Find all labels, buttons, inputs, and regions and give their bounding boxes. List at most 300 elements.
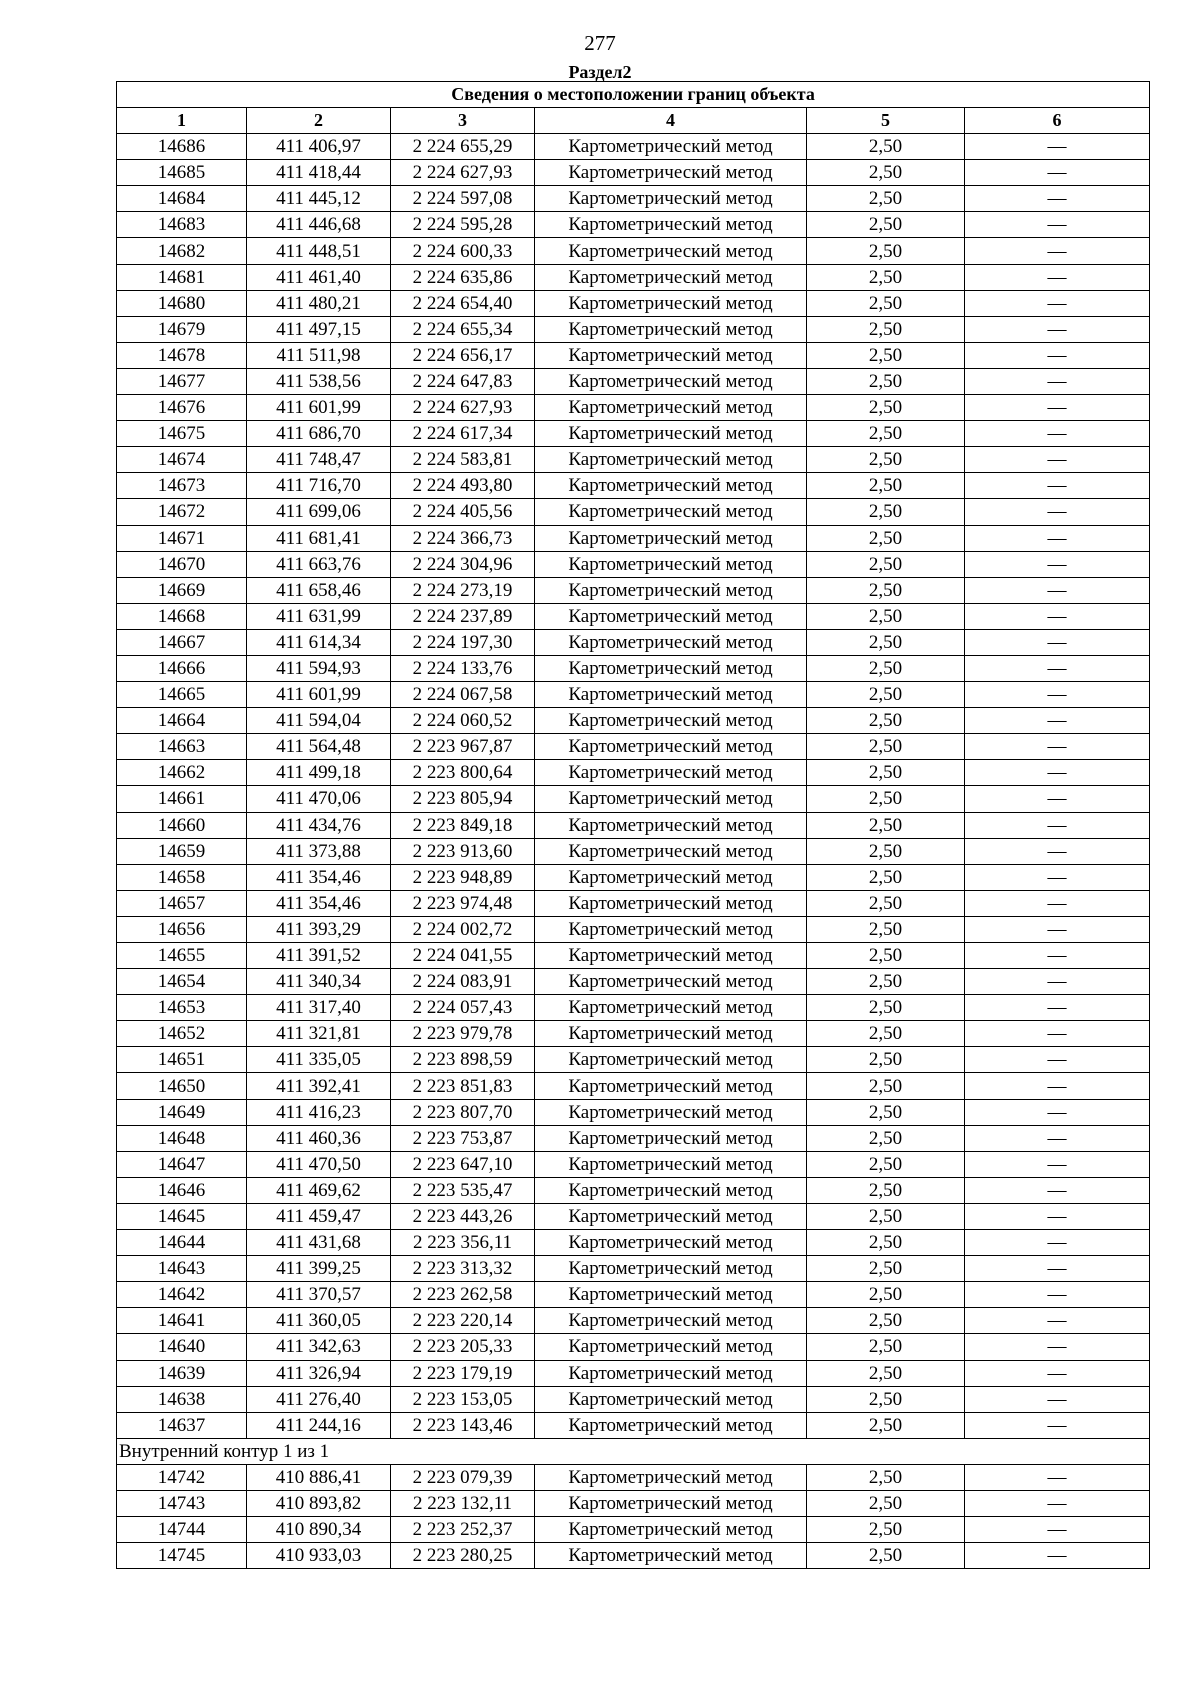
accuracy-cell: 2,50: [807, 1177, 965, 1203]
method-cell: Картометрический метод: [535, 395, 807, 421]
x-coordinate-cell: 411 663,76: [247, 551, 391, 577]
accuracy-cell: 2,50: [807, 1490, 965, 1516]
note-cell: —: [965, 1203, 1150, 1229]
table-row: [117, 186, 1150, 212]
table-row: [117, 316, 1150, 342]
point-number-cell: 14645: [117, 1203, 247, 1229]
y-coordinate-cell: 2 224 655,34: [391, 316, 535, 342]
y-coordinate-cell: 2 223 443,26: [391, 1203, 535, 1229]
method-cell: Картометрический метод: [535, 499, 807, 525]
x-coordinate-cell: 411 416,23: [247, 1099, 391, 1125]
accuracy-cell: 2,50: [807, 421, 965, 447]
point-number-cell: 14662: [117, 760, 247, 786]
y-coordinate-cell: 2 223 974,48: [391, 890, 535, 916]
method-cell: Картометрический метод: [535, 708, 807, 734]
accuracy-cell: 2,50: [807, 734, 965, 760]
note-cell: —: [965, 212, 1150, 238]
column-header: 3: [391, 108, 535, 134]
method-cell: Картометрический метод: [535, 1412, 807, 1438]
x-coordinate-cell: 411 538,56: [247, 368, 391, 394]
point-number-cell: 14672: [117, 499, 247, 525]
method-cell: Картометрический метод: [535, 1125, 807, 1151]
table-row: [117, 655, 1150, 681]
note-cell: —: [965, 629, 1150, 655]
table-row: [117, 1282, 1150, 1308]
accuracy-cell: 2,50: [807, 864, 965, 890]
table-row: [117, 760, 1150, 786]
point-number-cell: 14683: [117, 212, 247, 238]
method-cell: Картометрический метод: [535, 160, 807, 186]
point-number-cell: 14742: [117, 1464, 247, 1490]
x-coordinate-cell: 411 317,40: [247, 995, 391, 1021]
method-cell: Картометрический метод: [535, 1099, 807, 1125]
x-coordinate-cell: 411 460,36: [247, 1125, 391, 1151]
y-coordinate-cell: 2 223 800,64: [391, 760, 535, 786]
table-row: [117, 264, 1150, 290]
y-coordinate-cell: 2 224 617,34: [391, 421, 535, 447]
y-coordinate-cell: 2 224 654,40: [391, 290, 535, 316]
table-row: [117, 1021, 1150, 1047]
x-coordinate-cell: 411 342,63: [247, 1334, 391, 1360]
y-coordinate-cell: 2 223 753,87: [391, 1125, 535, 1151]
accuracy-cell: 2,50: [807, 786, 965, 812]
point-number-cell: 14682: [117, 238, 247, 264]
y-coordinate-cell: 2 223 205,33: [391, 1334, 535, 1360]
note-cell: —: [965, 1412, 1150, 1438]
y-coordinate-cell: 2 224 600,33: [391, 238, 535, 264]
method-cell: Картометрический метод: [535, 525, 807, 551]
point-number-cell: 14663: [117, 734, 247, 760]
note-cell: —: [965, 1308, 1150, 1334]
point-number-cell: 14660: [117, 812, 247, 838]
method-cell: Картометрический метод: [535, 1543, 807, 1569]
y-coordinate-cell: 2 223 079,39: [391, 1464, 535, 1490]
x-coordinate-cell: 411 406,97: [247, 134, 391, 160]
note-cell: —: [965, 447, 1150, 473]
table-row: [117, 421, 1150, 447]
note-cell: —: [965, 916, 1150, 942]
table-caption-row: [117, 82, 1150, 108]
note-cell: —: [965, 838, 1150, 864]
method-cell: Картометрический метод: [535, 1021, 807, 1047]
accuracy-cell: 2,50: [807, 577, 965, 603]
accuracy-cell: 2,50: [807, 1543, 965, 1569]
note-cell: —: [965, 1125, 1150, 1151]
table-row: [117, 682, 1150, 708]
x-coordinate-cell: 410 886,41: [247, 1464, 391, 1490]
x-coordinate-cell: 411 326,94: [247, 1360, 391, 1386]
point-number-cell: 14638: [117, 1386, 247, 1412]
y-coordinate-cell: 2 224 493,80: [391, 473, 535, 499]
y-coordinate-cell: 2 223 807,70: [391, 1099, 535, 1125]
note-cell: —: [965, 1073, 1150, 1099]
note-cell: —: [965, 499, 1150, 525]
column-header: 4: [535, 108, 807, 134]
table-row: [117, 499, 1150, 525]
note-cell: —: [965, 1386, 1150, 1412]
method-cell: Картометрический метод: [535, 1282, 807, 1308]
point-number-cell: 14642: [117, 1282, 247, 1308]
y-coordinate-cell: 2 224 041,55: [391, 943, 535, 969]
point-number-cell: 14744: [117, 1517, 247, 1543]
note-cell: —: [965, 682, 1150, 708]
x-coordinate-cell: 410 893,82: [247, 1490, 391, 1516]
y-coordinate-cell: 2 223 252,37: [391, 1517, 535, 1543]
note-cell: —: [965, 1177, 1150, 1203]
y-coordinate-cell: 2 223 979,78: [391, 1021, 535, 1047]
method-cell: Картометрический метод: [535, 1230, 807, 1256]
note-cell: —: [965, 186, 1150, 212]
y-coordinate-cell: 2 224 627,93: [391, 160, 535, 186]
table-row: [117, 1464, 1150, 1490]
table-row: [117, 734, 1150, 760]
point-number-cell: 14646: [117, 1177, 247, 1203]
method-cell: Картометрический метод: [535, 1334, 807, 1360]
x-coordinate-cell: 411 470,50: [247, 1151, 391, 1177]
note-cell: —: [965, 551, 1150, 577]
x-coordinate-cell: 411 469,62: [247, 1177, 391, 1203]
inner-contour-label-row: [117, 1438, 1150, 1464]
note-cell: —: [965, 421, 1150, 447]
point-number-cell: 14743: [117, 1490, 247, 1516]
table-row: [117, 1490, 1150, 1516]
y-coordinate-cell: 2 223 849,18: [391, 812, 535, 838]
table-row: [117, 368, 1150, 394]
note-cell: —: [965, 342, 1150, 368]
point-number-cell: 14675: [117, 421, 247, 447]
method-cell: Картометрический метод: [535, 864, 807, 890]
y-coordinate-cell: 2 223 851,83: [391, 1073, 535, 1099]
y-coordinate-cell: 2 224 627,93: [391, 395, 535, 421]
y-coordinate-cell: 2 223 356,11: [391, 1230, 535, 1256]
method-cell: Картометрический метод: [535, 551, 807, 577]
point-number-cell: 14654: [117, 969, 247, 995]
note-cell: —: [965, 395, 1150, 421]
x-coordinate-cell: 411 470,06: [247, 786, 391, 812]
accuracy-cell: 2,50: [807, 1386, 965, 1412]
x-coordinate-cell: 411 340,34: [247, 969, 391, 995]
point-number-cell: 14666: [117, 655, 247, 681]
x-coordinate-cell: 411 446,68: [247, 212, 391, 238]
accuracy-cell: 2,50: [807, 1230, 965, 1256]
point-number-cell: 14664: [117, 708, 247, 734]
table-row: [117, 1334, 1150, 1360]
method-cell: Картометрический метод: [535, 603, 807, 629]
table-row: [117, 238, 1150, 264]
y-coordinate-cell: 2 224 197,30: [391, 629, 535, 655]
table-row: [117, 1047, 1150, 1073]
x-coordinate-cell: 411 601,99: [247, 395, 391, 421]
accuracy-cell: 2,50: [807, 1308, 965, 1334]
method-cell: Картометрический метод: [535, 473, 807, 499]
page-number: 277: [584, 31, 616, 55]
note-cell: —: [965, 473, 1150, 499]
point-number-cell: 14677: [117, 368, 247, 394]
y-coordinate-cell: 2 224 060,52: [391, 708, 535, 734]
y-coordinate-cell: 2 224 597,08: [391, 186, 535, 212]
accuracy-cell: 2,50: [807, 1282, 965, 1308]
table-row: [117, 1177, 1150, 1203]
method-cell: Картометрический метод: [535, 890, 807, 916]
note-cell: —: [965, 1047, 1150, 1073]
accuracy-cell: 2,50: [807, 368, 965, 394]
note-cell: —: [965, 995, 1150, 1021]
note-cell: —: [965, 864, 1150, 890]
point-number-cell: 14651: [117, 1047, 247, 1073]
y-coordinate-cell: 2 223 948,89: [391, 864, 535, 890]
note-cell: —: [965, 1099, 1150, 1125]
point-number-cell: 14637: [117, 1412, 247, 1438]
method-cell: Картометрический метод: [535, 1151, 807, 1177]
x-coordinate-cell: 411 461,40: [247, 264, 391, 290]
point-number-cell: 14670: [117, 551, 247, 577]
method-cell: Картометрический метод: [535, 943, 807, 969]
table-row: [117, 1256, 1150, 1282]
x-coordinate-cell: 411 748,47: [247, 447, 391, 473]
y-coordinate-cell: 2 224 057,43: [391, 995, 535, 1021]
accuracy-cell: 2,50: [807, 1360, 965, 1386]
x-coordinate-cell: 411 354,46: [247, 890, 391, 916]
x-coordinate-cell: 411 681,41: [247, 525, 391, 551]
note-cell: —: [965, 603, 1150, 629]
table-row: [117, 342, 1150, 368]
column-header: 2: [247, 108, 391, 134]
method-cell: Картометрический метод: [535, 629, 807, 655]
table-row: [117, 1412, 1150, 1438]
method-cell: Картометрический метод: [535, 1386, 807, 1412]
point-number-cell: 14681: [117, 264, 247, 290]
y-coordinate-cell: 2 224 273,19: [391, 577, 535, 603]
method-cell: Картометрический метод: [535, 1464, 807, 1490]
x-coordinate-cell: 411 399,25: [247, 1256, 391, 1282]
point-number-cell: 14680: [117, 290, 247, 316]
note-cell: —: [965, 290, 1150, 316]
accuracy-cell: 2,50: [807, 760, 965, 786]
x-coordinate-cell: 411 321,81: [247, 1021, 391, 1047]
accuracy-cell: 2,50: [807, 682, 965, 708]
y-coordinate-cell: 2 224 405,56: [391, 499, 535, 525]
table-row: [117, 995, 1150, 1021]
boundary-table: [116, 81, 1150, 1569]
y-coordinate-cell: 2 223 647,10: [391, 1151, 535, 1177]
x-coordinate-cell: 410 933,03: [247, 1543, 391, 1569]
accuracy-cell: 2,50: [807, 1047, 965, 1073]
method-cell: Картометрический метод: [535, 134, 807, 160]
method-cell: Картометрический метод: [535, 577, 807, 603]
point-number-cell: 14655: [117, 943, 247, 969]
table-row: [117, 1203, 1150, 1229]
point-number-cell: 14679: [117, 316, 247, 342]
point-number-cell: 14649: [117, 1099, 247, 1125]
note-cell: —: [965, 1490, 1150, 1516]
method-cell: Картометрический метод: [535, 342, 807, 368]
method-cell: Картометрический метод: [535, 238, 807, 264]
point-number-cell: 14668: [117, 603, 247, 629]
point-number-cell: 14685: [117, 160, 247, 186]
note-cell: —: [965, 1256, 1150, 1282]
table-row: [117, 838, 1150, 864]
point-number-cell: 14659: [117, 838, 247, 864]
note-cell: —: [965, 316, 1150, 342]
method-cell: Картометрический метод: [535, 655, 807, 681]
y-coordinate-cell: 2 223 967,87: [391, 734, 535, 760]
inner-contour-rows: [117, 1464, 1150, 1568]
x-coordinate-cell: 411 499,18: [247, 760, 391, 786]
method-cell: Картометрический метод: [535, 1360, 807, 1386]
method-cell: Картометрический метод: [535, 916, 807, 942]
x-coordinate-cell: 411 631,99: [247, 603, 391, 629]
table-row: [117, 890, 1150, 916]
note-cell: —: [965, 1282, 1150, 1308]
method-cell: Картометрический метод: [535, 212, 807, 238]
point-number-cell: 14667: [117, 629, 247, 655]
table-row: [117, 1386, 1150, 1412]
accuracy-cell: 2,50: [807, 943, 965, 969]
accuracy-cell: 2,50: [807, 708, 965, 734]
y-coordinate-cell: 2 224 366,73: [391, 525, 535, 551]
x-coordinate-cell: 411 354,46: [247, 864, 391, 890]
point-number-cell: 14653: [117, 995, 247, 1021]
method-cell: Картометрический метод: [535, 186, 807, 212]
y-coordinate-cell: 2 223 153,05: [391, 1386, 535, 1412]
accuracy-cell: 2,50: [807, 995, 965, 1021]
note-cell: —: [965, 812, 1150, 838]
table-row: [117, 969, 1150, 995]
accuracy-cell: 2,50: [807, 890, 965, 916]
note-cell: —: [965, 1021, 1150, 1047]
accuracy-cell: 2,50: [807, 264, 965, 290]
accuracy-cell: 2,50: [807, 1021, 965, 1047]
method-cell: Картометрический метод: [535, 1047, 807, 1073]
table-row: [117, 1151, 1150, 1177]
accuracy-cell: 2,50: [807, 1412, 965, 1438]
point-number-cell: 14643: [117, 1256, 247, 1282]
accuracy-cell: 2,50: [807, 1464, 965, 1490]
y-coordinate-cell: 2 223 280,25: [391, 1543, 535, 1569]
y-coordinate-cell: 2 223 143,46: [391, 1412, 535, 1438]
point-number-cell: 14656: [117, 916, 247, 942]
table-row: [117, 1360, 1150, 1386]
table-row: [117, 212, 1150, 238]
x-coordinate-cell: 411 658,46: [247, 577, 391, 603]
x-coordinate-cell: 411 716,70: [247, 473, 391, 499]
x-coordinate-cell: 411 497,15: [247, 316, 391, 342]
x-coordinate-cell: 411 448,51: [247, 238, 391, 264]
accuracy-cell: 2,50: [807, 1125, 965, 1151]
y-coordinate-cell: 2 224 595,28: [391, 212, 535, 238]
table-row: [117, 786, 1150, 812]
accuracy-cell: 2,50: [807, 969, 965, 995]
y-coordinate-cell: 2 224 583,81: [391, 447, 535, 473]
table-row: [117, 603, 1150, 629]
point-number-cell: 14657: [117, 890, 247, 916]
method-cell: Картометрический метод: [535, 734, 807, 760]
y-coordinate-cell: 2 223 913,60: [391, 838, 535, 864]
y-coordinate-cell: 2 224 083,91: [391, 969, 535, 995]
table-row: [117, 943, 1150, 969]
table-caption: Сведения о местоположении границ объекта: [117, 82, 1150, 108]
y-coordinate-cell: 2 223 805,94: [391, 786, 535, 812]
note-cell: —: [965, 134, 1150, 160]
note-cell: —: [965, 1334, 1150, 1360]
table-row: [117, 577, 1150, 603]
note-cell: —: [965, 160, 1150, 186]
accuracy-cell: 2,50: [807, 525, 965, 551]
x-coordinate-cell: 411 594,93: [247, 655, 391, 681]
point-number-cell: 14641: [117, 1308, 247, 1334]
accuracy-cell: 2,50: [807, 160, 965, 186]
point-number-cell: 14678: [117, 342, 247, 368]
inner-contour-label: Внутренний контур 1 из 1: [117, 1438, 1150, 1464]
accuracy-cell: 2,50: [807, 447, 965, 473]
table-row: [117, 473, 1150, 499]
inner-contour-section: [117, 1438, 1150, 1464]
point-number-cell: 14665: [117, 682, 247, 708]
x-coordinate-cell: 411 392,41: [247, 1073, 391, 1099]
x-coordinate-cell: 411 699,06: [247, 499, 391, 525]
accuracy-cell: 2,50: [807, 1256, 965, 1282]
x-coordinate-cell: 411 244,16: [247, 1412, 391, 1438]
accuracy-cell: 2,50: [807, 186, 965, 212]
x-coordinate-cell: 411 434,76: [247, 812, 391, 838]
point-number-cell: 14686: [117, 134, 247, 160]
method-cell: Картометрический метод: [535, 264, 807, 290]
note-cell: —: [965, 238, 1150, 264]
column-header: 5: [807, 108, 965, 134]
note-cell: —: [965, 577, 1150, 603]
table-row: [117, 629, 1150, 655]
accuracy-cell: 2,50: [807, 134, 965, 160]
note-cell: —: [965, 655, 1150, 681]
y-coordinate-cell: 2 224 067,58: [391, 682, 535, 708]
method-cell: Картометрический метод: [535, 1308, 807, 1334]
x-coordinate-cell: 411 393,29: [247, 916, 391, 942]
method-cell: Картометрический метод: [535, 421, 807, 447]
note-cell: —: [965, 1464, 1150, 1490]
accuracy-cell: 2,50: [807, 838, 965, 864]
table-row: [117, 864, 1150, 890]
y-coordinate-cell: 2 224 133,76: [391, 655, 535, 681]
table-row: [117, 1099, 1150, 1125]
y-coordinate-cell: 2 224 656,17: [391, 342, 535, 368]
y-coordinate-cell: 2 223 220,14: [391, 1308, 535, 1334]
note-cell: —: [965, 1517, 1150, 1543]
x-coordinate-cell: 411 418,44: [247, 160, 391, 186]
note-cell: —: [965, 969, 1150, 995]
note-cell: —: [965, 1360, 1150, 1386]
accuracy-cell: 2,50: [807, 342, 965, 368]
point-number-cell: 14640: [117, 1334, 247, 1360]
point-number-cell: 14658: [117, 864, 247, 890]
x-coordinate-cell: 411 431,68: [247, 1230, 391, 1256]
method-cell: Картометрический метод: [535, 290, 807, 316]
note-cell: —: [965, 1543, 1150, 1569]
method-cell: Картометрический метод: [535, 368, 807, 394]
point-number-cell: 14669: [117, 577, 247, 603]
point-number-cell: 14652: [117, 1021, 247, 1047]
point-number-cell: 14648: [117, 1125, 247, 1151]
point-number-cell: 14671: [117, 525, 247, 551]
y-coordinate-cell: 2 223 179,19: [391, 1360, 535, 1386]
point-number-cell: 14647: [117, 1151, 247, 1177]
accuracy-cell: 2,50: [807, 916, 965, 942]
table-row: [117, 1125, 1150, 1151]
section-label: Раздел2: [568, 62, 632, 82]
method-cell: Картометрический метод: [535, 1177, 807, 1203]
accuracy-cell: 2,50: [807, 603, 965, 629]
method-cell: Картометрический метод: [535, 969, 807, 995]
note-cell: —: [965, 760, 1150, 786]
